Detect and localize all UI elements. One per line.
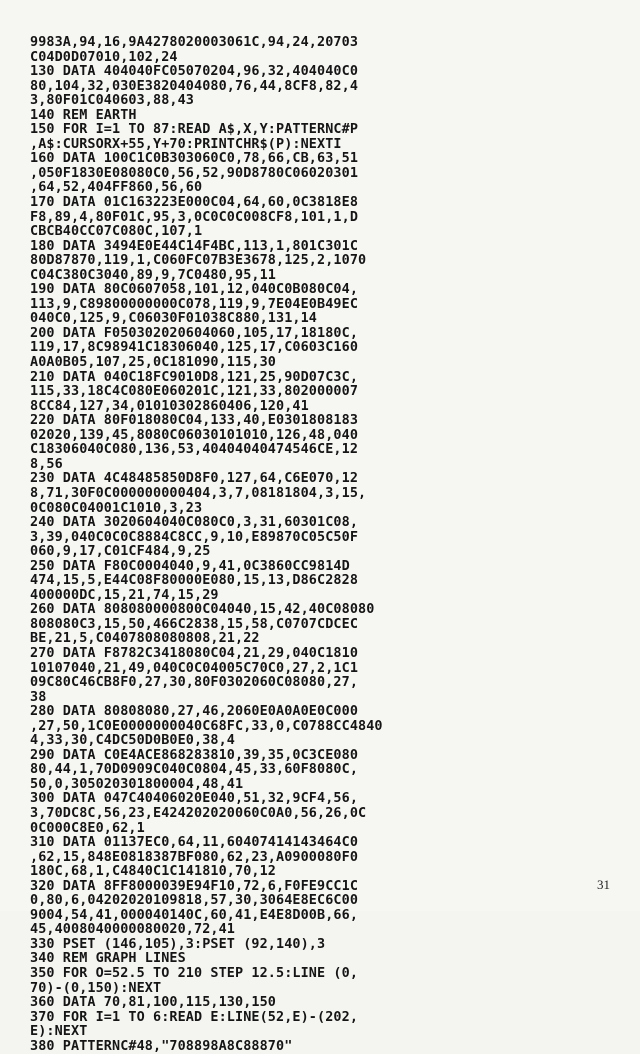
code-line: 380 PATTERNC#48,"708898A8C88870" <box>30 1038 293 1054</box>
code-line: 140 REM EARTH <box>30 107 137 123</box>
code-line: ,050F1830E08080C0,56,52,90D8780C06020301 <box>30 165 359 181</box>
code-line: 9983A,94,16,9A4278020003061C,94,24,20703 <box>30 35 359 50</box>
code-line: 320 DATA 8FF8000039E94F10,72,6,F0FE9CC1C <box>30 878 359 894</box>
code-line: 45,4008040000080020,72,41 <box>30 922 236 938</box>
code-line: ,A$:CURSORX+55,Y+70:PRINTCHR$(P):NEXTI <box>30 136 342 152</box>
code-line: 150 FOR I=1 TO 87:READ A$,X,Y:PATTERNC#P <box>30 122 359 138</box>
code-line: 280 DATA 80808080,27,46,2060E0A0A0E0C000 <box>30 704 359 720</box>
code-line: 040C0,125,9,C06030F01038C880,131,14 <box>30 311 318 327</box>
code-line: 350 FOR O=52.5 TO 210 STEP 12.5:LINE (0, <box>30 966 359 981</box>
code-line: A0A0B05,107,25,0C181090,115,30 <box>30 355 277 371</box>
code-line: 38 <box>30 689 47 705</box>
code-line: 300 DATA 047C40406020E040,51,32,9CF4,56, <box>30 791 359 807</box>
code-line: ,27,50,1C0E0000000040C68FC,33,0,C0788CC4840 <box>30 718 383 734</box>
code-line: 360 DATA 70,81,100,115,130,150 <box>30 995 277 1011</box>
code-line: 0,80,6,04202020109818,57,30,3064E8EC6C00 <box>30 893 359 909</box>
code-line: 180 DATA 3494E0E44C14F4BC,113,1,801C301C <box>30 238 359 254</box>
code-line: C18306040C080,136,53,40404040474546CE,12 <box>30 442 359 458</box>
code-line: 3,70DC8C,56,23,E424202020060C0A0,56,26,0C <box>30 805 367 821</box>
code-line: 9004,54,41,000040140C,60,41,E4E8D00B,66, <box>30 907 359 923</box>
code-line: 290 DATA C0E4ACE868283810,39,35,0C3CE080 <box>30 747 359 763</box>
code-line: 8,56 <box>30 456 63 472</box>
code-line: ,64,52,404FF860,56,60 <box>30 180 203 196</box>
code-line: 260 DATA 808080000800C04040,15,42,40C08080 <box>30 602 375 618</box>
code-line: 8CC84,127,34,01010302860406,120,41 <box>30 398 309 414</box>
code-line: 80,44,1,70D0909C040C0804,45,33,60F8080C, <box>30 762 359 778</box>
code-line: C04D0D07010,102,24 <box>30 49 178 65</box>
code-line: 80D87870,119,1,C060FC07B3E3678,125,2,1070 <box>30 253 367 269</box>
code-line: 80,104,32,030E3820404080,76,44,8CF8,82,4 <box>30 78 359 94</box>
code-line: 115,33,18C4C080E060201C,121,33,802000007 <box>30 384 359 400</box>
code-line: ,62,15,848E0818387BF080,62,23,A0900080F0 <box>30 849 359 865</box>
code-line: 230 DATA 4C48485850D8F0,127,64,C6E070,12 <box>30 471 359 487</box>
code-line: 190 DATA 80C0607058,101,12,040C0B080C04, <box>30 282 359 298</box>
code-line: 250 DATA F80C0004040,9,41,0C3860CC9814D <box>30 558 350 574</box>
code-line: 060,9,17,C01CF484,9,25 <box>30 544 211 560</box>
code-line: F8,89,4,80F01C,95,3,0C0C0C008CF8,101,1,D <box>30 209 359 225</box>
code-line: 130 DATA 404040FC05070204,96,32,404040C0 <box>30 64 359 80</box>
code-line: 02020,139,45,8080C06030101010,126,48,040 <box>30 427 359 443</box>
code-line: C04C380C3040,89,9,7C0480,95,11 <box>30 267 277 283</box>
code-line: 270 DATA F8782C3418080C04,21,29,040C1810 <box>30 645 359 661</box>
code-line: 330 PSET (146,105),3:PSET (92,140),3 <box>30 936 326 952</box>
code-line: CBCB40CC07C080C,107,1 <box>30 224 203 240</box>
code-line: 119,17,8C98941C18306040,125,17,C0603C160 <box>30 340 359 356</box>
code-line: 3,80F01C040603,88,43 <box>30 93 195 109</box>
code-line: 340 REM GRAPH LINES <box>30 951 186 967</box>
code-line: 370 FOR I=1 TO 6:READ E:LINE(52,E)-(202, <box>30 1009 359 1025</box>
code-line: 50,0,305020301800004,48,41 <box>30 776 244 792</box>
code-line: E):NEXT <box>30 1024 88 1040</box>
code-line: 0C080C04001C1010,3,23 <box>30 500 203 516</box>
code-line: 170 DATA 01C163223E000C04,64,60,0C3818E8 <box>30 195 359 211</box>
code-line: BE,21,5,C0407808080808,21,22 <box>30 631 260 647</box>
code-line: 8,71,30F0C000000000404,3,7,08181804,3,15, <box>30 485 367 501</box>
code-line: 220 DATA 80F018080C04,133,40,E0301808183 <box>30 413 359 429</box>
code-line: 474,15,5,E44C08F80000E080,15,13,D86C2828 <box>30 573 359 589</box>
code-line: 10107040,21,49,040C0C04005C70C0,27,2,1C1 <box>30 660 359 676</box>
code-line: 09C80C46CB8F0,27,30,80F0302060C08080,27, <box>30 675 359 691</box>
code-line: 400000DC,15,21,74,15,29 <box>30 587 219 603</box>
code-line: 200 DATA F050302020604060,105,17,18180C, <box>30 325 359 341</box>
code-line: 808080C3,15,50,466C2838,15,58,C0707CDCEC <box>30 616 359 632</box>
code-line: 210 DATA 040C18FC9010D8,121,25,90D07C3C, <box>30 369 359 385</box>
code-line: 4,33,30,C4DC50D0B0E0,38,4 <box>30 733 236 749</box>
code-line: 240 DATA 3020604040C080C0,3,31,60301C08, <box>30 515 359 531</box>
program-listing <box>30 36 630 1054</box>
code-line: 160 DATA 100C1C0B303060C0,78,66,CB,63,51 <box>30 151 359 167</box>
page-number: 31 <box>597 877 610 892</box>
code-line: 113,9,C89800000000C078,119,9,7E04E0B49EC <box>30 296 359 312</box>
code-line: 0C000C8E0,62,1 <box>30 820 145 836</box>
code-line: 70)-(0,150):NEXT <box>30 980 162 996</box>
code-line: 310 DATA 01137EC0,64,11,60407414143464C0 <box>30 835 359 851</box>
code-line: 3,39,040C0C0C8884C8CC,9,10,E89870C05C50F <box>30 529 359 545</box>
code-line: 180C,68,1,C4840C1C141810,70,12 <box>30 864 277 880</box>
